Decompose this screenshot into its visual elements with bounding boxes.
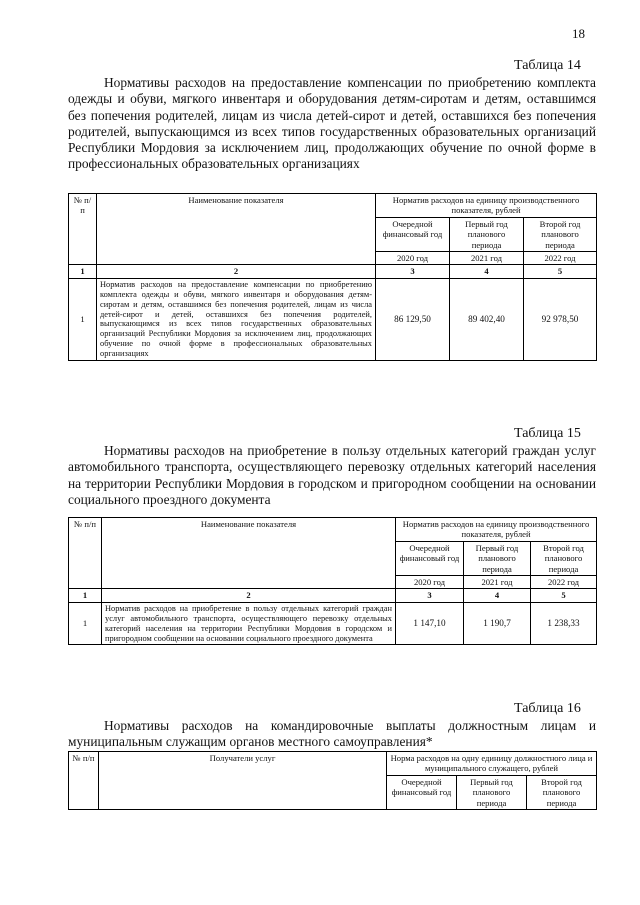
colnum-5: 5 [524,265,597,278]
header-col-first: Первый год планового периода [464,541,531,575]
header-col-current: Очередной финансовый год [387,775,457,809]
colnum-3: 3 [396,589,464,602]
header-col-second: Второй год планового периода [531,541,597,575]
table-14-heading: Нормативы расходов на предоставление компенсации по приобретению комплекта одежды и обуви, мягкого инвентаря и оборудования детям-сиротам и детям, оставшимся без попечения родителей, лицам из числа детей-сирот и детей, оставшихся без попечения родителей, выпускающимся из всех типов государственных образовательных организаций Республики Мордовия за исключением лиц, продолжающих обучение по очной форме в профессиональных образовательных организациях [68,75,596,172]
header-group: Норма расходов на одну единицу должностного лица и муниципального служащего, рублей [387,752,597,776]
row-description: Норматив расходов на приобретение в пользу отдельных категорий граждан услуг автомобильного транспорта, осуществляющего перевозку отдельных категорий населения на территории Республики Мордовия в городском и пригородном сообщении на основании социального проездного документа [102,602,396,645]
header-num: № п/п [69,518,102,589]
header-col-current: Очередной финансовый год [376,217,450,251]
header-group: Норматив расходов на единицу производственного показателя, рублей [396,518,597,542]
header-col-second: Второй год планового периода [524,217,597,251]
colnum-1: 1 [69,589,102,602]
header-col-second: Второй год планового периода [527,775,597,809]
row-num: 1 [69,278,97,360]
header-recipients: Получатели услуг [99,752,387,810]
header-num: № п/п [69,194,97,265]
colnum-4: 4 [450,265,524,278]
colnum-2: 2 [102,589,396,602]
header-col-first: Первый год планового периода [450,217,524,251]
table-16-label: Таблица 16 [514,701,581,716]
value-2022: 92 978,50 [524,278,597,360]
year-2021: 2021 год [464,576,531,589]
colnum-3: 3 [376,265,450,278]
row-num: 1 [69,602,102,645]
year-2022: 2022 год [531,576,597,589]
table-header-row [69,752,597,776]
table-colnum-row [69,265,597,278]
table-15 [68,517,597,645]
value-2021: 89 402,40 [450,278,524,360]
header-col-current: Очередной финансовый год [396,541,464,575]
table-14 [68,193,597,361]
table-header-row [69,194,597,218]
table-16-heading: Нормативы расходов на командировочные выплаты должностным лицам и муниципальным служащим органов местного самоуправления* [68,718,596,750]
value-2020: 1 147,10 [396,602,464,645]
table-14-label: Таблица 14 [514,58,581,73]
colnum-4: 4 [464,589,531,602]
page-number: 18 [572,26,585,41]
table-15-label: Таблица 15 [514,426,581,441]
value-2020: 86 129,50 [376,278,450,360]
header-group: Норматив расходов на единицу производственного показателя, рублей [376,194,597,218]
table-row [69,278,597,360]
table-15-heading: Нормативы расходов на приобретение в пользу отдельных категорий граждан услуг автомобильного транспорта, осуществляющего перевозку отдельных категорий населения на территории Республики Мордовия в городском и пригородном сообщении на основании социального проездного документа [68,443,596,507]
colnum-1: 1 [69,265,97,278]
table-row [69,602,597,645]
colnum-2: 2 [97,265,376,278]
table-colnum-row [69,589,597,602]
row-description: Норматив расходов на предоставление компенсации по приобретению комплекта одежды и обуви, мягкого инвентаря и оборудования детям-сиротам и детям, оставшимся без попечения родителей, лицам из числа детей-сирот и детей, оставшихся без попечения родителей, выпускающимся из всех типов государственных образовательных организаций Республики Мордовия за исключением лиц, продолжающих обучение по очной форме в профессиональных образовательных организациях [97,278,376,360]
header-num: № п/п [69,752,99,810]
year-2022: 2022 год [524,252,597,265]
value-2021: 1 190,7 [464,602,531,645]
year-2021: 2021 год [450,252,524,265]
header-col-first: Первый год планового периода [457,775,527,809]
value-2022: 1 238,33 [531,602,597,645]
header-name: Наименование показателя [97,194,376,265]
table-16 [68,751,597,810]
year-2020: 2020 год [396,576,464,589]
colnum-5: 5 [531,589,597,602]
year-2020: 2020 год [376,252,450,265]
table-header-row [69,518,597,542]
header-name: Наименование показателя [102,518,396,589]
